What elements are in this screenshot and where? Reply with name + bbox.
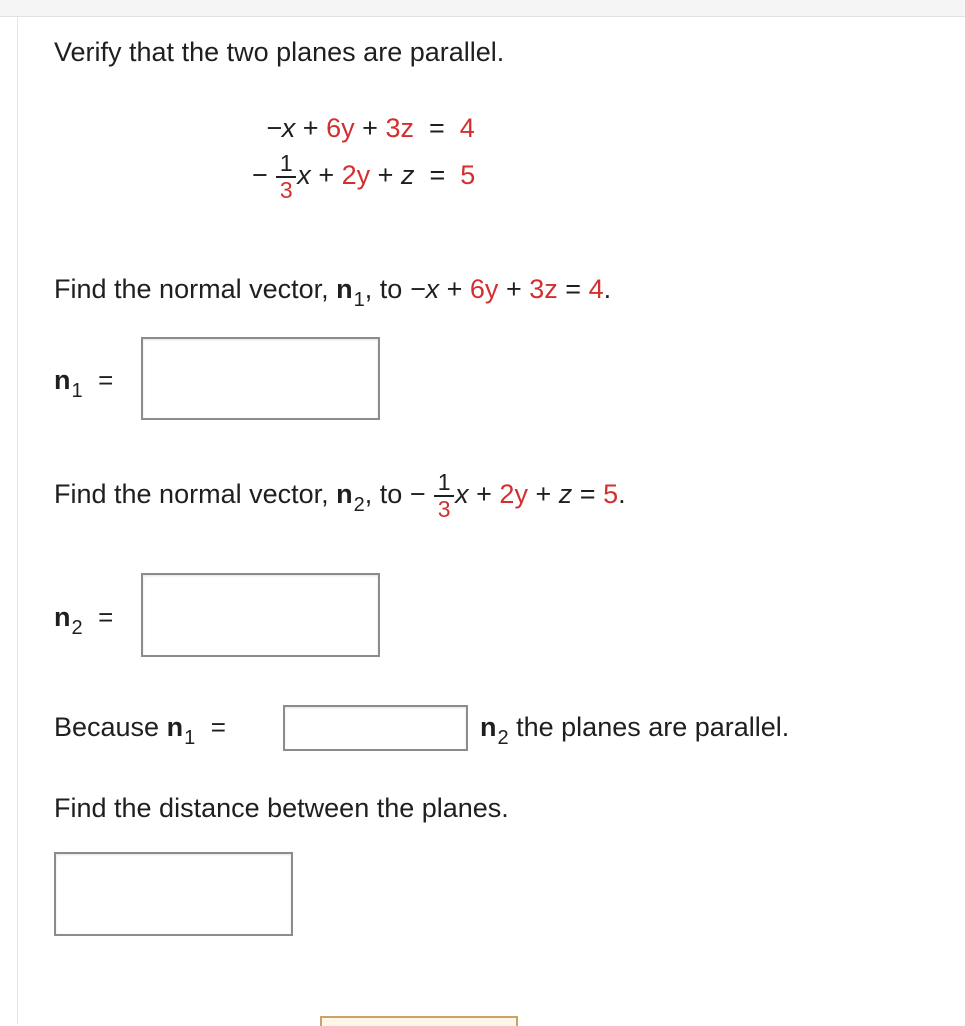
plane2-z-var: z <box>400 160 415 191</box>
fraction-numerator: 1 <box>279 150 293 176</box>
subscript: 1 <box>71 380 83 402</box>
distance-answer-input[interactable] <box>54 852 293 936</box>
parallel-text: the planes are parallel. <box>508 712 790 742</box>
vector-n: n <box>480 712 497 742</box>
n1-answer-input[interactable] <box>141 337 380 420</box>
equals-sign: = <box>579 479 596 510</box>
subscript: 2 <box>353 494 365 517</box>
distance-prompt: Find the distance between the planes. <box>54 793 509 823</box>
minus-sign: − <box>409 479 426 510</box>
because-text: Because <box>54 712 167 742</box>
n2-label <box>54 601 114 639</box>
equals-sign: = <box>210 712 226 742</box>
plus-sign: + <box>302 113 319 143</box>
eq-y-coef: 2y <box>499 479 528 510</box>
fraction-numerator: 1 <box>437 469 451 495</box>
eq-y-coef: 6y <box>469 274 499 304</box>
equals-sign: = <box>428 113 445 143</box>
because-statement-start <box>54 711 226 749</box>
plane1-rhs: 4 <box>459 113 475 143</box>
fraction-denominator: 3 <box>279 177 293 203</box>
eq-rhs: 4 <box>588 274 604 304</box>
subscript: 1 <box>353 289 365 311</box>
plus-sign: + <box>377 160 394 191</box>
n1-label <box>54 364 114 402</box>
plus-sign: + <box>505 274 522 304</box>
subscript: 1 <box>184 727 196 749</box>
question-text: Find the normal vector, <box>54 274 337 304</box>
fraction-one-third <box>276 151 296 203</box>
minus-sign: − <box>252 160 268 191</box>
equals-sign: = <box>429 160 446 191</box>
eq-x-term: −x <box>409 274 440 304</box>
vector-n: n <box>54 602 71 632</box>
left-border <box>17 17 18 1024</box>
normal-vector-question-2 <box>54 470 626 522</box>
plane1-x-term: −x <box>266 113 296 143</box>
subscript: 2 <box>497 727 509 749</box>
plane2-rhs: 5 <box>460 160 476 191</box>
vector-n: n <box>54 365 71 395</box>
period: . <box>603 274 612 304</box>
equals-sign: = <box>98 365 114 395</box>
eq-z-coef: 3z <box>529 274 558 304</box>
plus-sign: + <box>476 479 492 510</box>
fraction-denominator: 3 <box>437 496 451 522</box>
scalar-answer-input[interactable] <box>283 705 468 751</box>
question-text: , to <box>364 479 403 510</box>
vector-n: n <box>336 274 353 304</box>
plus-sign: + <box>535 479 552 510</box>
plane1-y-coef: 6y <box>326 113 355 143</box>
question-text: Find the normal vector, <box>54 479 337 510</box>
eq-x-var: x <box>455 479 469 510</box>
equals-sign: = <box>98 602 114 632</box>
equals-sign: = <box>565 274 582 304</box>
subscript: 2 <box>71 617 83 639</box>
plus-sign: + <box>318 160 335 191</box>
plane1-equation <box>266 112 475 144</box>
problem-prompt: Verify that the two planes are parallel. <box>54 37 505 67</box>
normal-vector-question-1 <box>54 273 612 311</box>
plus-sign: + <box>362 113 378 143</box>
plus-sign: + <box>446 274 463 304</box>
plane1-z-coef: 3z <box>385 113 414 143</box>
n2-answer-input[interactable] <box>141 573 380 657</box>
vector-n: n <box>336 479 353 510</box>
eq-z-var: z <box>558 479 573 510</box>
plane2-x-var: x <box>297 160 311 191</box>
question-text: , to <box>364 274 410 304</box>
vector-n: n <box>166 712 184 742</box>
submit-button-partial[interactable] <box>320 1016 518 1026</box>
fraction-one-third <box>434 470 454 522</box>
plane2-y-coef: 2y <box>341 160 371 191</box>
eq-rhs: 5 <box>603 479 619 510</box>
period: . <box>618 479 626 510</box>
because-statement-end <box>480 711 790 749</box>
plane2-equation <box>252 151 475 203</box>
top-bar <box>0 0 965 17</box>
